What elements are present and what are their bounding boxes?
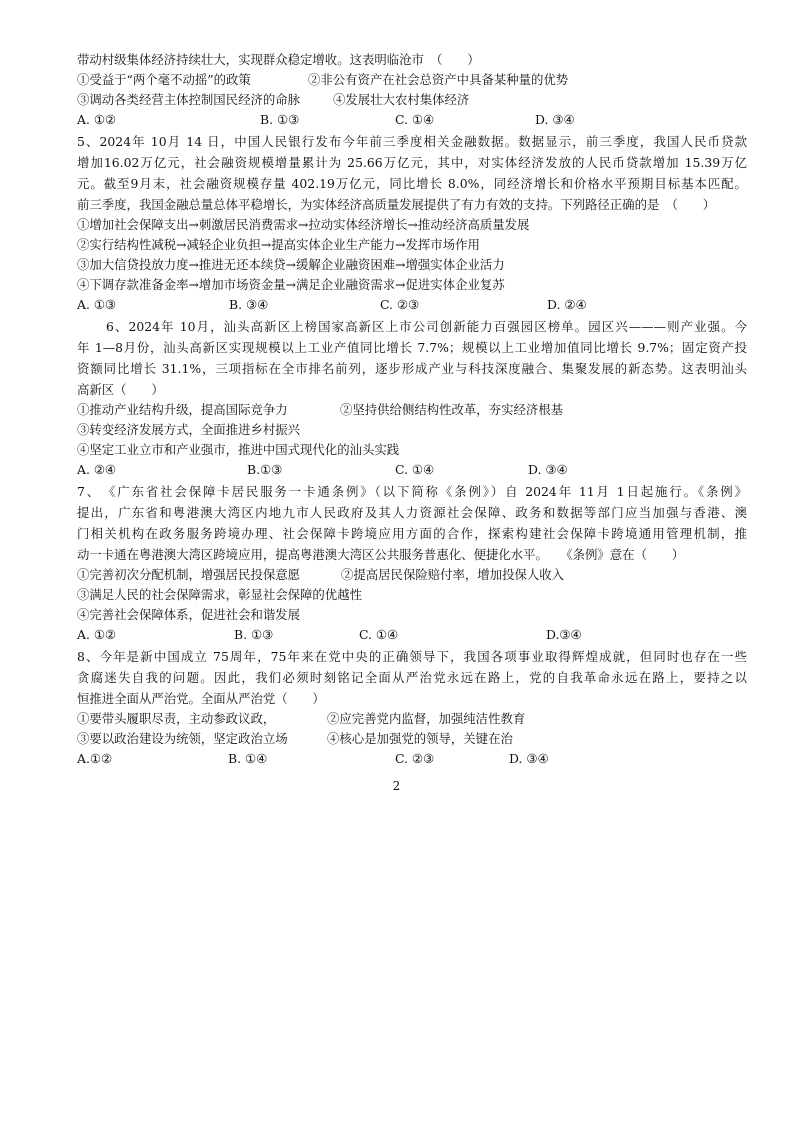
q7-line-2: 提出，广东省和粤港澳大湾区内地九市人民政府及其人力资源社会保障、政务和数据等部门应当加强与香港、澳 xyxy=(77,505,747,520)
q4-option-c: C. ①④ xyxy=(395,112,435,127)
q4-statements-3-4 xyxy=(77,90,747,110)
q5-statement-1: ①增加社会保障支出→刺激居民消费需求→拉动实体经济增长→推动经济高质量发展 xyxy=(77,217,530,232)
q8-line-1: 8、今年是新中国成立 75周年，75年来在党中央的正确领导下，我国各项事业取得辉煌成就，但同时也存在一些 xyxy=(77,649,747,664)
q6-option-b: B.①③ xyxy=(247,462,283,477)
q6-option-a: A. ②④ xyxy=(77,462,117,477)
q8-option-a: A.①② xyxy=(77,751,113,766)
q8-statement-3: ③要以政治建设为统领，坚定政治立场 xyxy=(77,731,288,746)
q5-line-3: 元。截至9月末，社会融资规模存量 402.19万亿元，同比增长 8.0%，同经济增长和价格水平预期目标基本匹配。 xyxy=(77,176,747,191)
q8-option-d: D. ③④ xyxy=(509,751,549,766)
q8-line-2: 贪腐迷失自我的问题。因此，我们必须时刻铭记全面从严治党永远在路上，党的自我革命永远在路上，要持之以 xyxy=(77,670,747,685)
q8-option-c: C. ②③ xyxy=(395,751,435,766)
q8-statement-4: ④核心是加强党的领导，关键在治 xyxy=(327,731,513,746)
q8-statement-2: ②应完善党内监督，加强纯洁性教育 xyxy=(327,711,526,726)
q6-line-1: 6、2024年 10月，汕头高新区上榜国家高新区上市公司创新能力百强园区榜单。园区兴———则产业强。今 xyxy=(106,319,747,334)
q8-statements-3-4 xyxy=(77,729,747,749)
q7-line-3: 门相关机构在政务服务跨境办理、社会保障卡跨境应用方面的合作，探索构建社会保障卡跨境通用管理机制，推 xyxy=(77,526,747,541)
q6-option-d: D. ③④ xyxy=(528,462,568,477)
q7-statement-1: ①完善初次分配机制，增强居民投保意愿 xyxy=(77,567,301,582)
q5-statement-4: ④下调存款准备金率→增加市场资金量→满足企业融资需求→促进实体企业复苏 xyxy=(77,277,505,292)
q4-statement-3: ③调动各类经营主体控制国民经济的命脉 xyxy=(77,92,301,107)
q6-option-c: C. ①④ xyxy=(395,462,435,477)
q5-line-1: 5、2024年 10月 14 日，中国人民银行发布今年前三季度相关金融数据。数据显示，前三季度，我国人民币贷款 xyxy=(77,134,747,149)
q6-line-4: 高新区（ ） xyxy=(77,382,164,397)
q8-line-3: 恒推进全面从严治党。全面从严治党（ ） xyxy=(77,691,325,706)
q5-statement-3: ③加大信贷投放力度→推进无还本续贷→缓解企业融资困难→增强实体企业活力 xyxy=(77,257,505,272)
q4-statements-1-2 xyxy=(77,70,747,90)
q7-option-b: B. ①③ xyxy=(234,627,274,642)
q7-statement-4: ④完善社会保障体系，促进社会和谐发展 xyxy=(77,607,301,622)
q7-line-1: 7、 《广东省社会保障卡居民服务一卡通条例》（以下简称《条例》）自 2024年 11月 1日起施行。《条例》 xyxy=(77,484,747,499)
q8-statement-1: ①要带头履职尽责，主动参政议政， xyxy=(77,711,276,726)
q4-options xyxy=(77,110,747,130)
q8-options xyxy=(77,749,747,769)
q4-statement-2: ②非公有资产在社会总资产中具备某种量的优势 xyxy=(308,72,569,87)
q7-statements-1-2 xyxy=(77,565,747,585)
q5-option-d: D. ②④ xyxy=(547,297,587,312)
q5-options xyxy=(77,295,747,315)
q6-statement-1: ①推动产业结构升级，提高国际竞争力 xyxy=(77,402,288,417)
q4-option-b: B. ①③ xyxy=(260,112,300,127)
q6-statement-3: ③转变经济发展方式，全面推进乡村振兴 xyxy=(77,422,301,437)
q7-statement-3: ③满足人民的社会保障需求，彰显社会保障的优越性 xyxy=(77,587,362,602)
q6-line-3: 资额同比增长 31.1%，三项指标在全市排名前列，逐步形成产业与科技深度融合、集聚发展的新态势。这表明汕头 xyxy=(77,361,747,376)
q5-option-a: A. ①③ xyxy=(77,297,117,312)
q5-option-c: C. ②③ xyxy=(380,297,420,312)
q6-options xyxy=(77,460,747,480)
q7-statement-2: ②提高居民保险赔付率，增加投保人收入 xyxy=(341,567,565,582)
q8-statements-1-2 xyxy=(77,709,747,729)
q6-statement-2: ②坚持供给侧结构性改革，夯实经济根基 xyxy=(340,402,564,417)
q4-option-d: D. ③④ xyxy=(535,112,575,127)
q6-statements-1-2 xyxy=(77,400,747,420)
q4-statement-4: ④发展壮大农村集体经济 xyxy=(333,92,470,107)
q5-line-2: 增加16.02万亿元，社会融资规模增量累计为 25.66万亿元，其中，对实体经济发放的人民币贷款增加 15.39万亿 xyxy=(77,155,747,170)
q7-option-c: C. ①④ xyxy=(359,627,399,642)
q5-option-b: B. ③④ xyxy=(229,297,269,312)
q4-option-a: A. ①② xyxy=(77,112,117,127)
q8-option-b: B. ①④ xyxy=(228,751,268,766)
q5-line-4: 前三季度，我国金融总量总体平稳增长，为实体经济高质量发展提供了有力有效的支持。下列路径正确的是 （ ） xyxy=(77,197,716,212)
q7-options xyxy=(77,625,747,645)
q6-line-2: 年 1—8月份，汕头高新区实现规模以上工业产值同比增长 7.7%；规模以上工业增加值同比增长 9.7%；固定资产投 xyxy=(77,340,747,355)
q7-line-4: 动一卡通在粤港澳大湾区跨境应用，提高粤港澳大湾区公共服务普惠化、便捷化水平。 《条例》意在（ ） xyxy=(77,547,685,562)
q7-option-d: D.③④ xyxy=(546,627,582,642)
q7-option-a: A. ①② xyxy=(77,627,117,642)
q4-stem: 带动村级集体经济持续壮大，实现群众稳定增收。这表明临沧市 （ ） xyxy=(77,52,480,67)
q5-statement-2: ②实行结构性减税→减轻企业负担→提高实体企业生产能力→发挥市场作用 xyxy=(77,237,480,252)
page-number: 2 xyxy=(392,779,401,793)
q4-statement-1: ①受益于“两个毫不动摇”的政策 xyxy=(77,72,251,87)
q6-statement-4: ④坚定工业立市和产业强市，推进中国式现代化的汕头实践 xyxy=(77,442,400,457)
